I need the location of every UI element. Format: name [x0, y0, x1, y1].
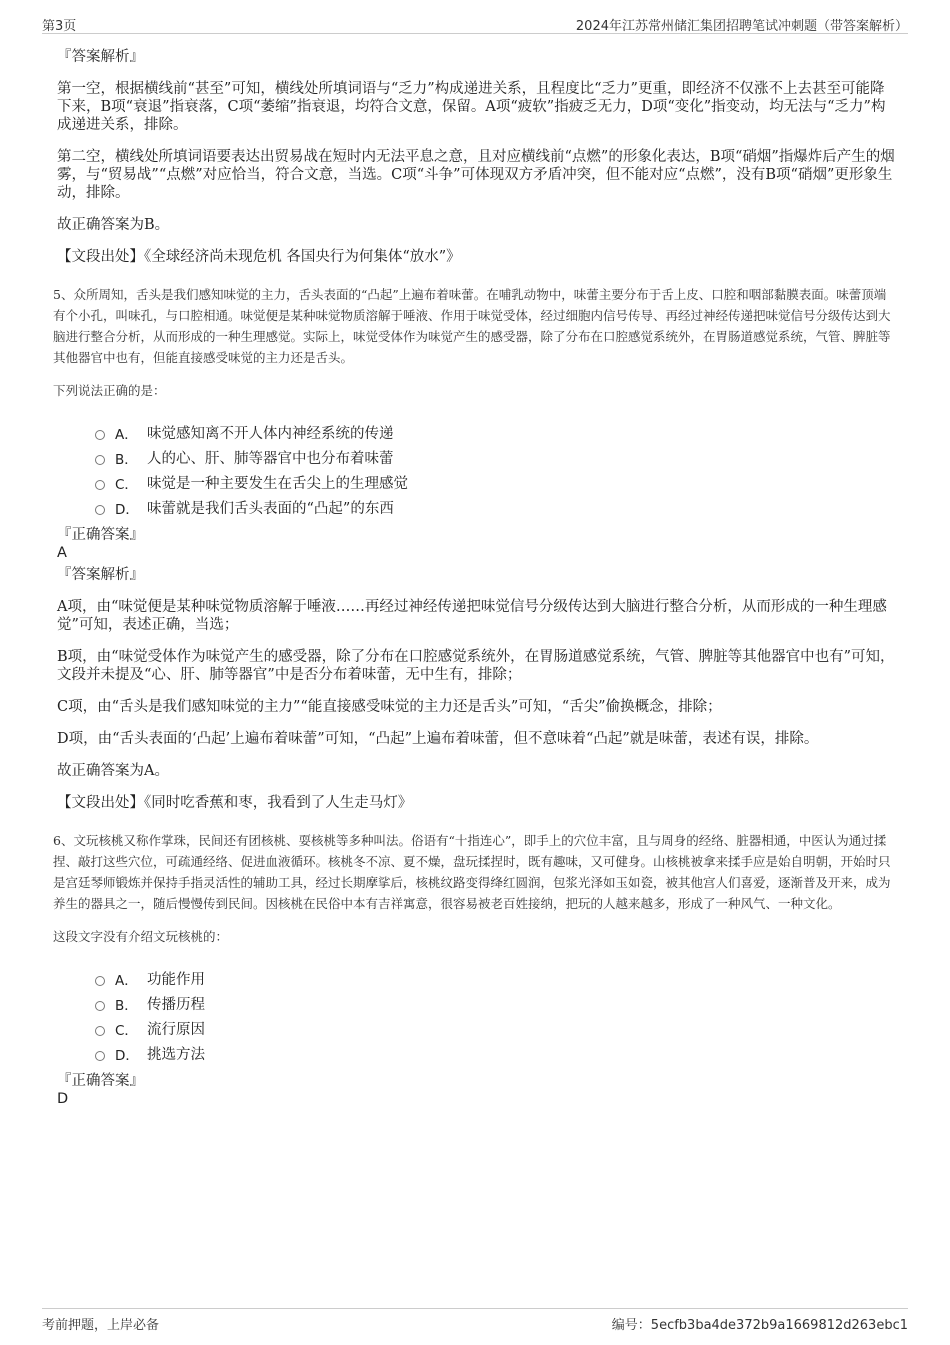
radio-icon[interactable]	[95, 430, 105, 440]
radio-icon[interactable]	[95, 455, 105, 465]
option-letter: A．	[115, 972, 138, 989]
page-number: 第3页	[42, 19, 77, 34]
radio-icon[interactable]	[95, 1026, 105, 1036]
option-letter: B．	[115, 997, 138, 1014]
q5-source: 【文段出处】《同时吃香蕉和枣，我看到了人生走马灯》	[57, 795, 413, 811]
q5-correct-answer: A	[57, 545, 67, 561]
option-text: 味觉是一种主要发生在舌尖上的生理感觉	[147, 476, 408, 492]
option-text: 味觉感知离不开人体内神经系统的传递	[147, 426, 394, 442]
q6-prompt: 这段文字没有介绍文玩核桃的：	[53, 929, 229, 944]
q6-option-a[interactable]	[95, 966, 897, 991]
option-letter: C．	[115, 476, 138, 493]
radio-icon[interactable]	[95, 480, 105, 490]
q5-option-b[interactable]	[95, 445, 897, 470]
option-letter: D．	[115, 1047, 139, 1064]
radio-icon[interactable]	[95, 976, 105, 986]
q4-source: 【文段出处】《全球经济尚未现危机 各国央行为何集体“放水”》	[57, 249, 461, 265]
option-letter: C．	[115, 1022, 138, 1039]
q6-option-b[interactable]	[95, 991, 897, 1016]
option-text: 功能作用	[147, 972, 205, 988]
q5-options	[95, 420, 897, 520]
q5-conclusion: 故正确答案为A。	[57, 763, 169, 779]
q5-option-d[interactable]	[95, 495, 897, 520]
option-text: 人的心、肝、肺等器官中也分布着味蕾	[147, 451, 394, 467]
q5-option-c[interactable]	[95, 470, 897, 495]
q4-analysis-label: 『答案解析』	[57, 49, 144, 65]
option-text: 流行原因	[147, 1022, 205, 1038]
footer-slogan: 考前押题，上岸必备	[42, 1318, 160, 1333]
q5-analysis-label: 『答案解析』	[57, 567, 144, 583]
radio-icon[interactable]	[95, 1051, 105, 1061]
option-text: 味蕾就是我们舌头表面的“凸起”的东西	[147, 501, 394, 517]
q6-option-c[interactable]	[95, 1016, 897, 1041]
q5-correct-label: 『正确答案』	[57, 527, 144, 543]
option-letter: D．	[115, 501, 139, 518]
page-footer	[42, 1308, 908, 1333]
document-title: 2024年江苏常州储汇集团招聘笔试冲刺题（带答案解析）	[575, 19, 908, 34]
radio-icon[interactable]	[95, 1001, 105, 1011]
q4-analysis-paragraph: 第二空，横线处所填词语要表达出贸易战在短时内无法平息之意，且对应横线前“点燃”的形象化表达，B项“硝烟”指爆炸后产生的烟雾，与“贸易战”“点燃”对应恰当，符合文意，当选。C项“斗争”可体现双方矛盾冲突，但不能对应“点燃”，没有B项“硝烟”更形象生动，排除。	[57, 149, 895, 201]
q5-prompt: 下列说法正确的是：	[53, 383, 166, 398]
q5-option-a[interactable]	[95, 420, 897, 445]
q6-correct-answer: D	[57, 1091, 69, 1107]
q6-options	[95, 966, 897, 1066]
option-text: 挑选方法	[147, 1047, 205, 1063]
q5-text: 5、众所周知，舌头是我们感知味觉的主力，舌头表面的“凸起”上遍布着味蕾。在哺乳动物中，味蕾主要分布于舌上皮、口腔和咽部黏膜表面。味蕾顶端有个小孔，叫味孔，与口腔相通。味觉便是某种味觉物质溶解于唾液、作用于味觉受体，经过细胞内信号传导、再经过神经传递把味觉信号分级传达到大脑进行整合分析，从而形成的一种生理感觉。实际上，味觉受体作为味觉产生的感受器，除了分布在口腔感觉系统外，在胃肠道感觉系统，气管、脾脏等其他器官中也有，但能直接感受味觉的主力还是舌头。	[53, 287, 891, 365]
q4-analysis-paragraph: 第一空，根据横线前“甚至”可知，横线处所填词语与“乏力”构成递进关系，且程度比“乏力”更重，即经济不仅涨不上去甚至可能降下来，B项“衰退”指衰落，C项“萎缩”指衰退，均符合文意，保留。A项“疲软”指疲乏无力，D项“变化”指变动，均无法与“乏力”构成递进关系，排除。	[57, 81, 886, 133]
q5-analysis-paragraph: A项，由“味觉便是某种味觉物质溶解于唾液……再经过神经传递把味觉信号分级传达到大脑进行整合分析，从而形成的一种生理感觉”可知，表述正确，当选；	[57, 599, 887, 633]
option-text: 传播历程	[147, 997, 205, 1013]
document-body	[53, 48, 897, 1112]
q5-analysis-paragraph: C项，由“舌头是我们感知味觉的主力”“能直接感受味觉的主力还是舌头”可知，“舌尖”偷换概念，排除；	[57, 699, 722, 715]
option-letter: A．	[115, 426, 138, 443]
q5-analysis-paragraph: D项，由“舌头表面的‘凸起’上遍布着味蕾”可知，“凸起”上遍布着味蕾，但不意味着“凸起”就是味蕾，表述有误，排除。	[57, 731, 819, 747]
q6-text: 6、文玩核桃又称作掌珠，民间还有团核桃、耍核桃等多种叫法。俗语有“十指连心”，即手上的穴位丰富，且与周身的经络、脏器相通，中医认为通过揉捏、敲打这些穴位，可疏通经络、促进血液循环。核桃冬不凉、夏不燥，盘玩揉捏时，既有趣味，又可健身。山核桃被拿来揉手应是始自明朝，开始时只是宫廷琴师锻炼并保持手指灵活性的辅助工具，经过长期摩挲后，核桃纹路变得绛红圆润，包浆光泽如玉如瓷，被其他宫人们喜爱，逐渐普及开来，成为养生的器具之一，随后慢慢传到民间。因核桃在民俗中本有吉祥寓意，很容易被老百姓接纳，把玩的人越来越多，形成了一种风气、一种文化。	[53, 833, 891, 911]
q6-correct-label: 『正确答案』	[57, 1073, 144, 1089]
document-id: 编号：5ecfb3ba4de372b9a1669812d263ebc1	[611, 1318, 908, 1333]
q4-conclusion: 故正确答案为B。	[57, 217, 170, 233]
radio-icon[interactable]	[95, 505, 105, 515]
q6-option-d[interactable]	[95, 1041, 897, 1066]
page-header	[42, 13, 908, 34]
option-letter: B．	[115, 451, 138, 468]
q5-analysis-paragraph: B项，由“味觉受体作为味觉产生的感受器，除了分布在口腔感觉系统外，在胃肠道感觉系统，气管、脾脏等其他器官中也有”可知，文段并未提及“心、肝、肺等器官”中是否分布着味蕾，无中生有，排除；	[57, 649, 895, 683]
